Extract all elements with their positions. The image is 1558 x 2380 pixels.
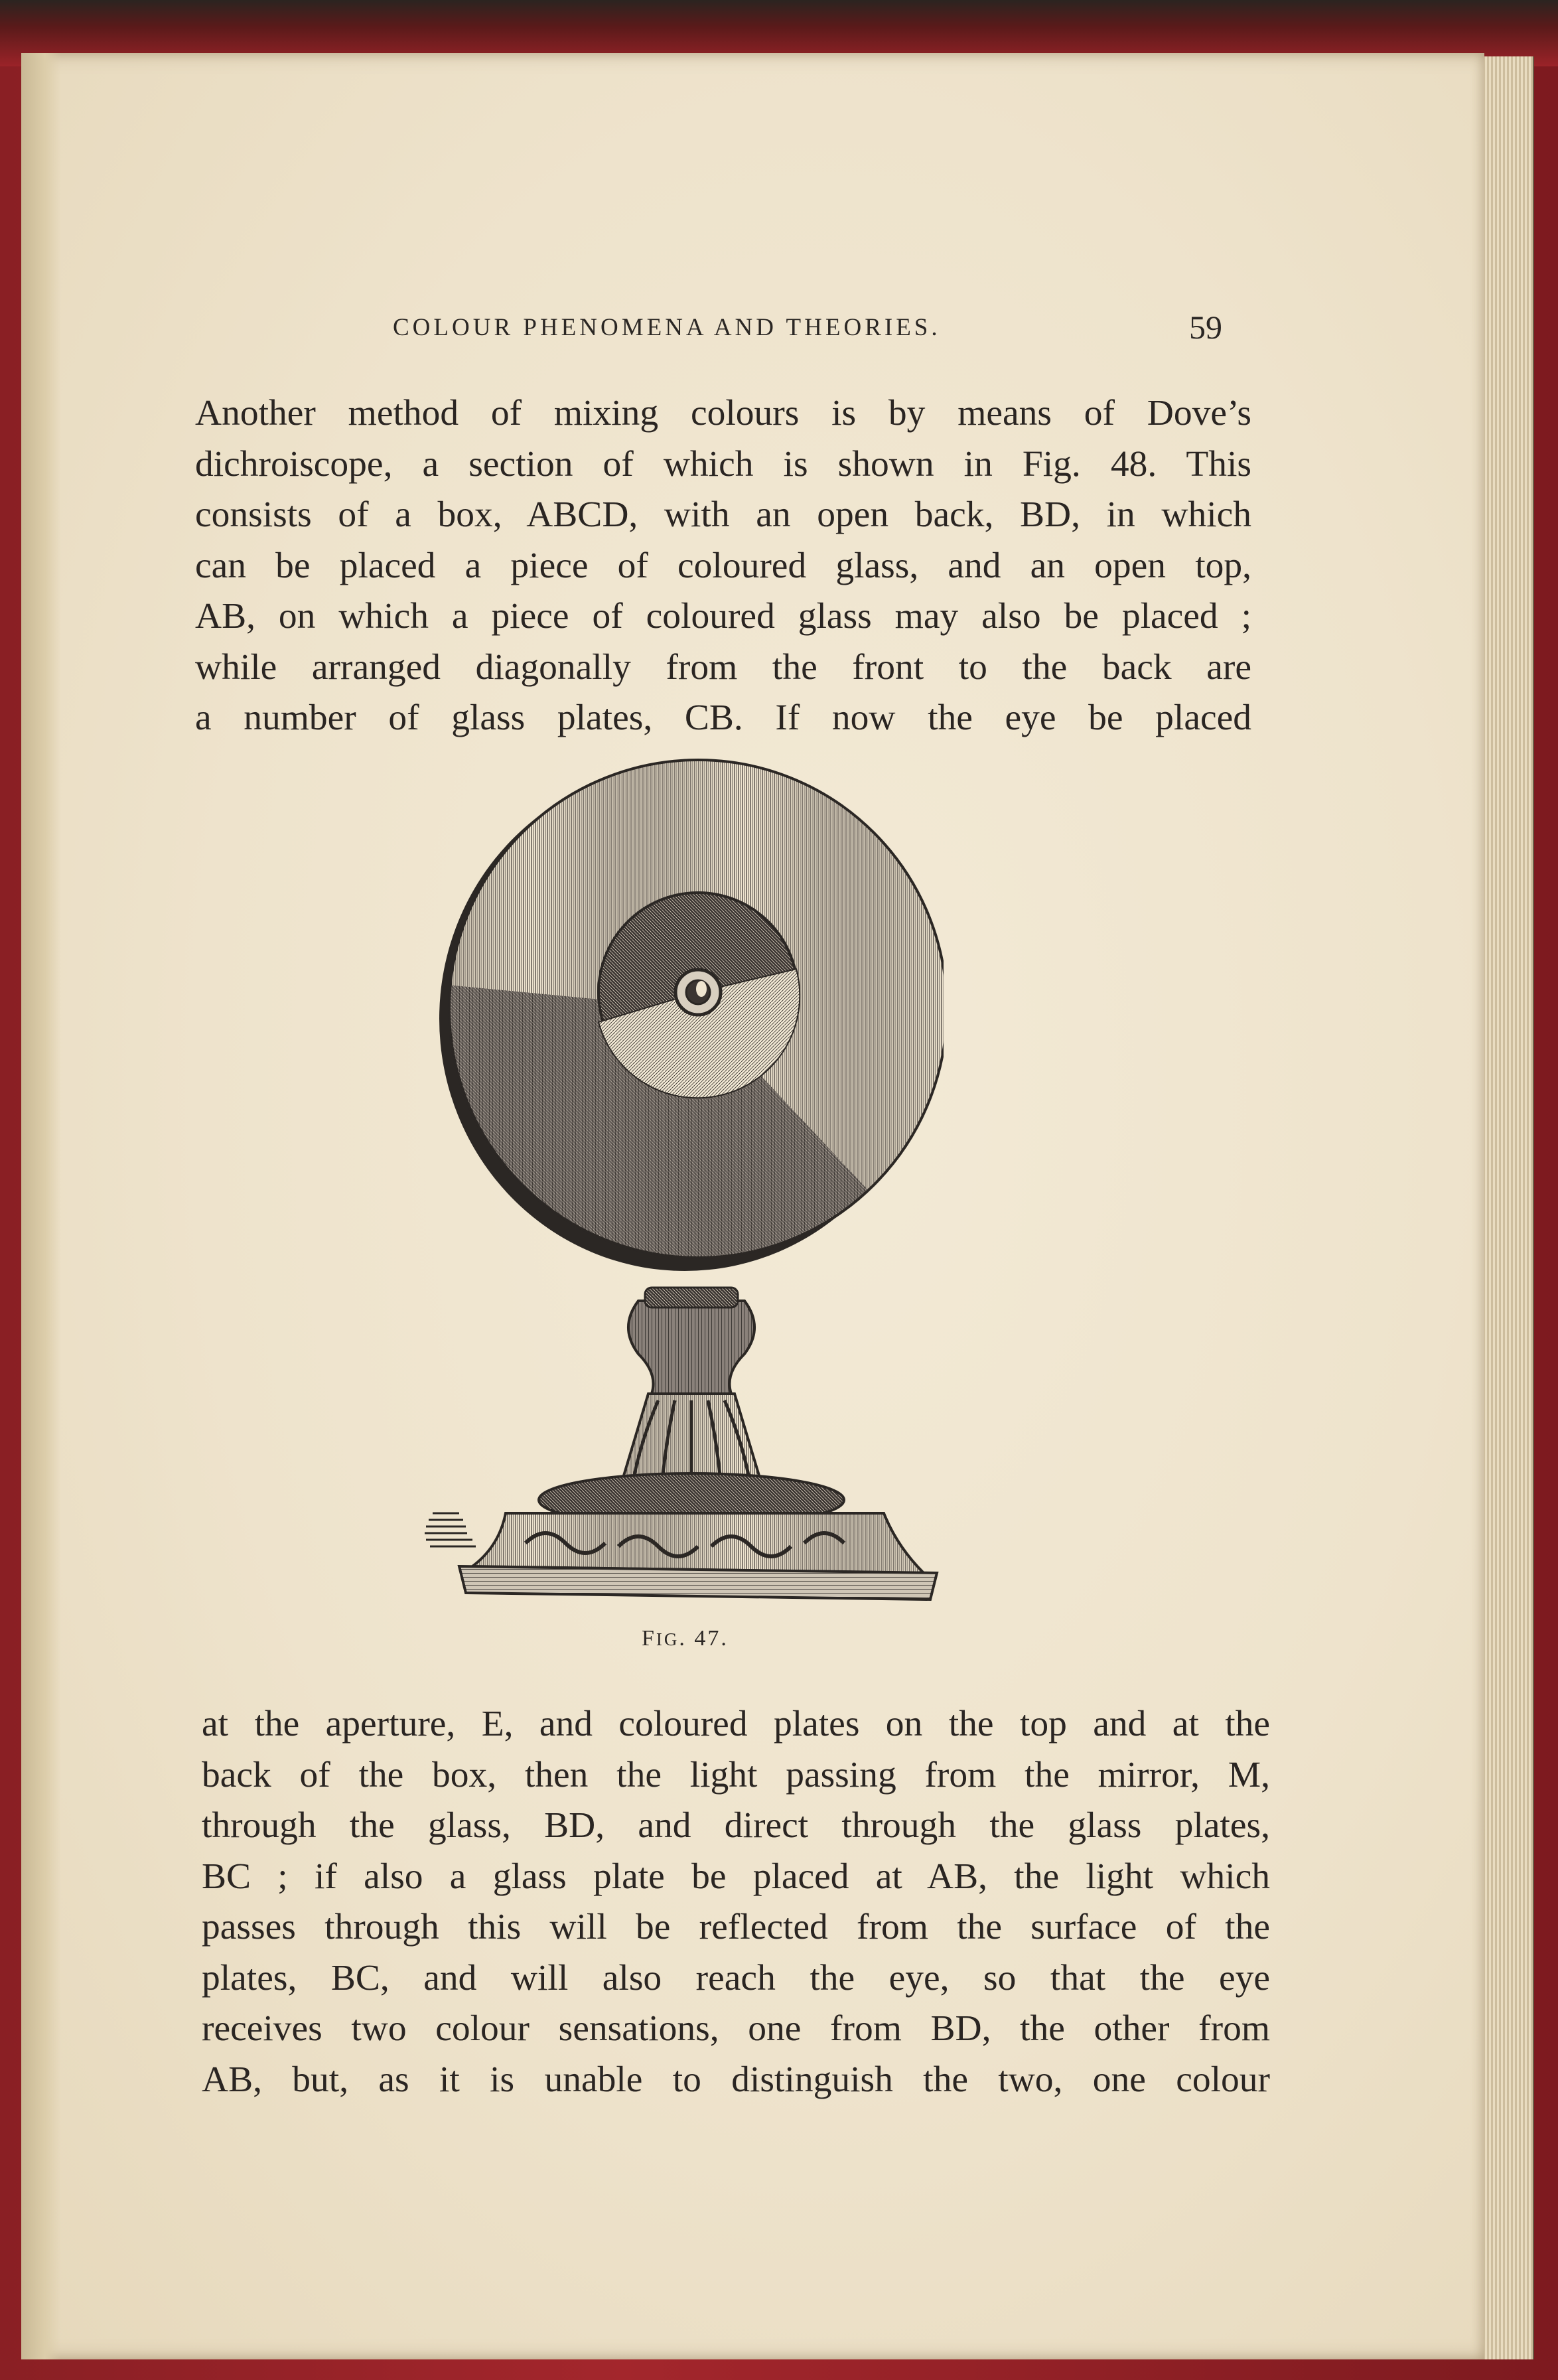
text-line: plates, BC, and will also reach the eye, so that the eye bbox=[202, 1957, 1270, 1998]
figure-illustration bbox=[419, 757, 944, 1613]
text-line: AB, on which a piece of coloured glass may also be placed ; bbox=[195, 596, 1251, 636]
text-line: through the glass, BD, and direct through the glass plates, bbox=[202, 1805, 1270, 1846]
text-line: a number of glass plates, CB. If now the eye be placed bbox=[195, 698, 1251, 738]
base-ornamented-band bbox=[472, 1513, 924, 1573]
text-line: passes through this will be reflected from the surface of the bbox=[202, 1907, 1270, 1947]
text-line: can be placed a piece of coloured glass, and an open top, bbox=[195, 545, 1251, 586]
paragraph-1 bbox=[195, 388, 1251, 744]
base-plinth bbox=[459, 1566, 937, 1599]
pedestal-neck bbox=[628, 1301, 754, 1394]
text-line: consists of a box, ABCD, with an open back, BD, in which bbox=[195, 494, 1251, 535]
book-page bbox=[21, 53, 1484, 2359]
text-line: receives two colour sensations, one from BD, the other from bbox=[202, 2008, 1270, 2049]
text-line: AB, but, as it is unable to distinguish the two, one colour bbox=[202, 2059, 1270, 2100]
text-line: while arranged diagonally from the front to the back are bbox=[195, 646, 1251, 688]
figure-caption: FIG. 47. bbox=[642, 1626, 729, 1651]
text-line: back of the box, then the light passing from the mirror, M, bbox=[202, 1754, 1270, 1795]
page-gutter bbox=[21, 53, 61, 2359]
paragraph-2 bbox=[202, 1699, 1270, 2105]
running-title: COLOUR PHENOMENA AND THEORIES. bbox=[393, 314, 941, 341]
text-line: dichroiscope, a section of which is shown in Fig. 48. This bbox=[195, 443, 1251, 484]
text-line: Another method of mixing colours is by means of Dove’s bbox=[195, 393, 1251, 433]
page-header bbox=[21, 308, 1484, 348]
text-line: BC ; if also a glass plate be placed at AB, the light which bbox=[202, 1856, 1270, 1897]
text-line: at the aperture, E, and coloured plates on the top and at the bbox=[202, 1704, 1270, 1744]
page-number: 59 bbox=[1189, 309, 1222, 346]
